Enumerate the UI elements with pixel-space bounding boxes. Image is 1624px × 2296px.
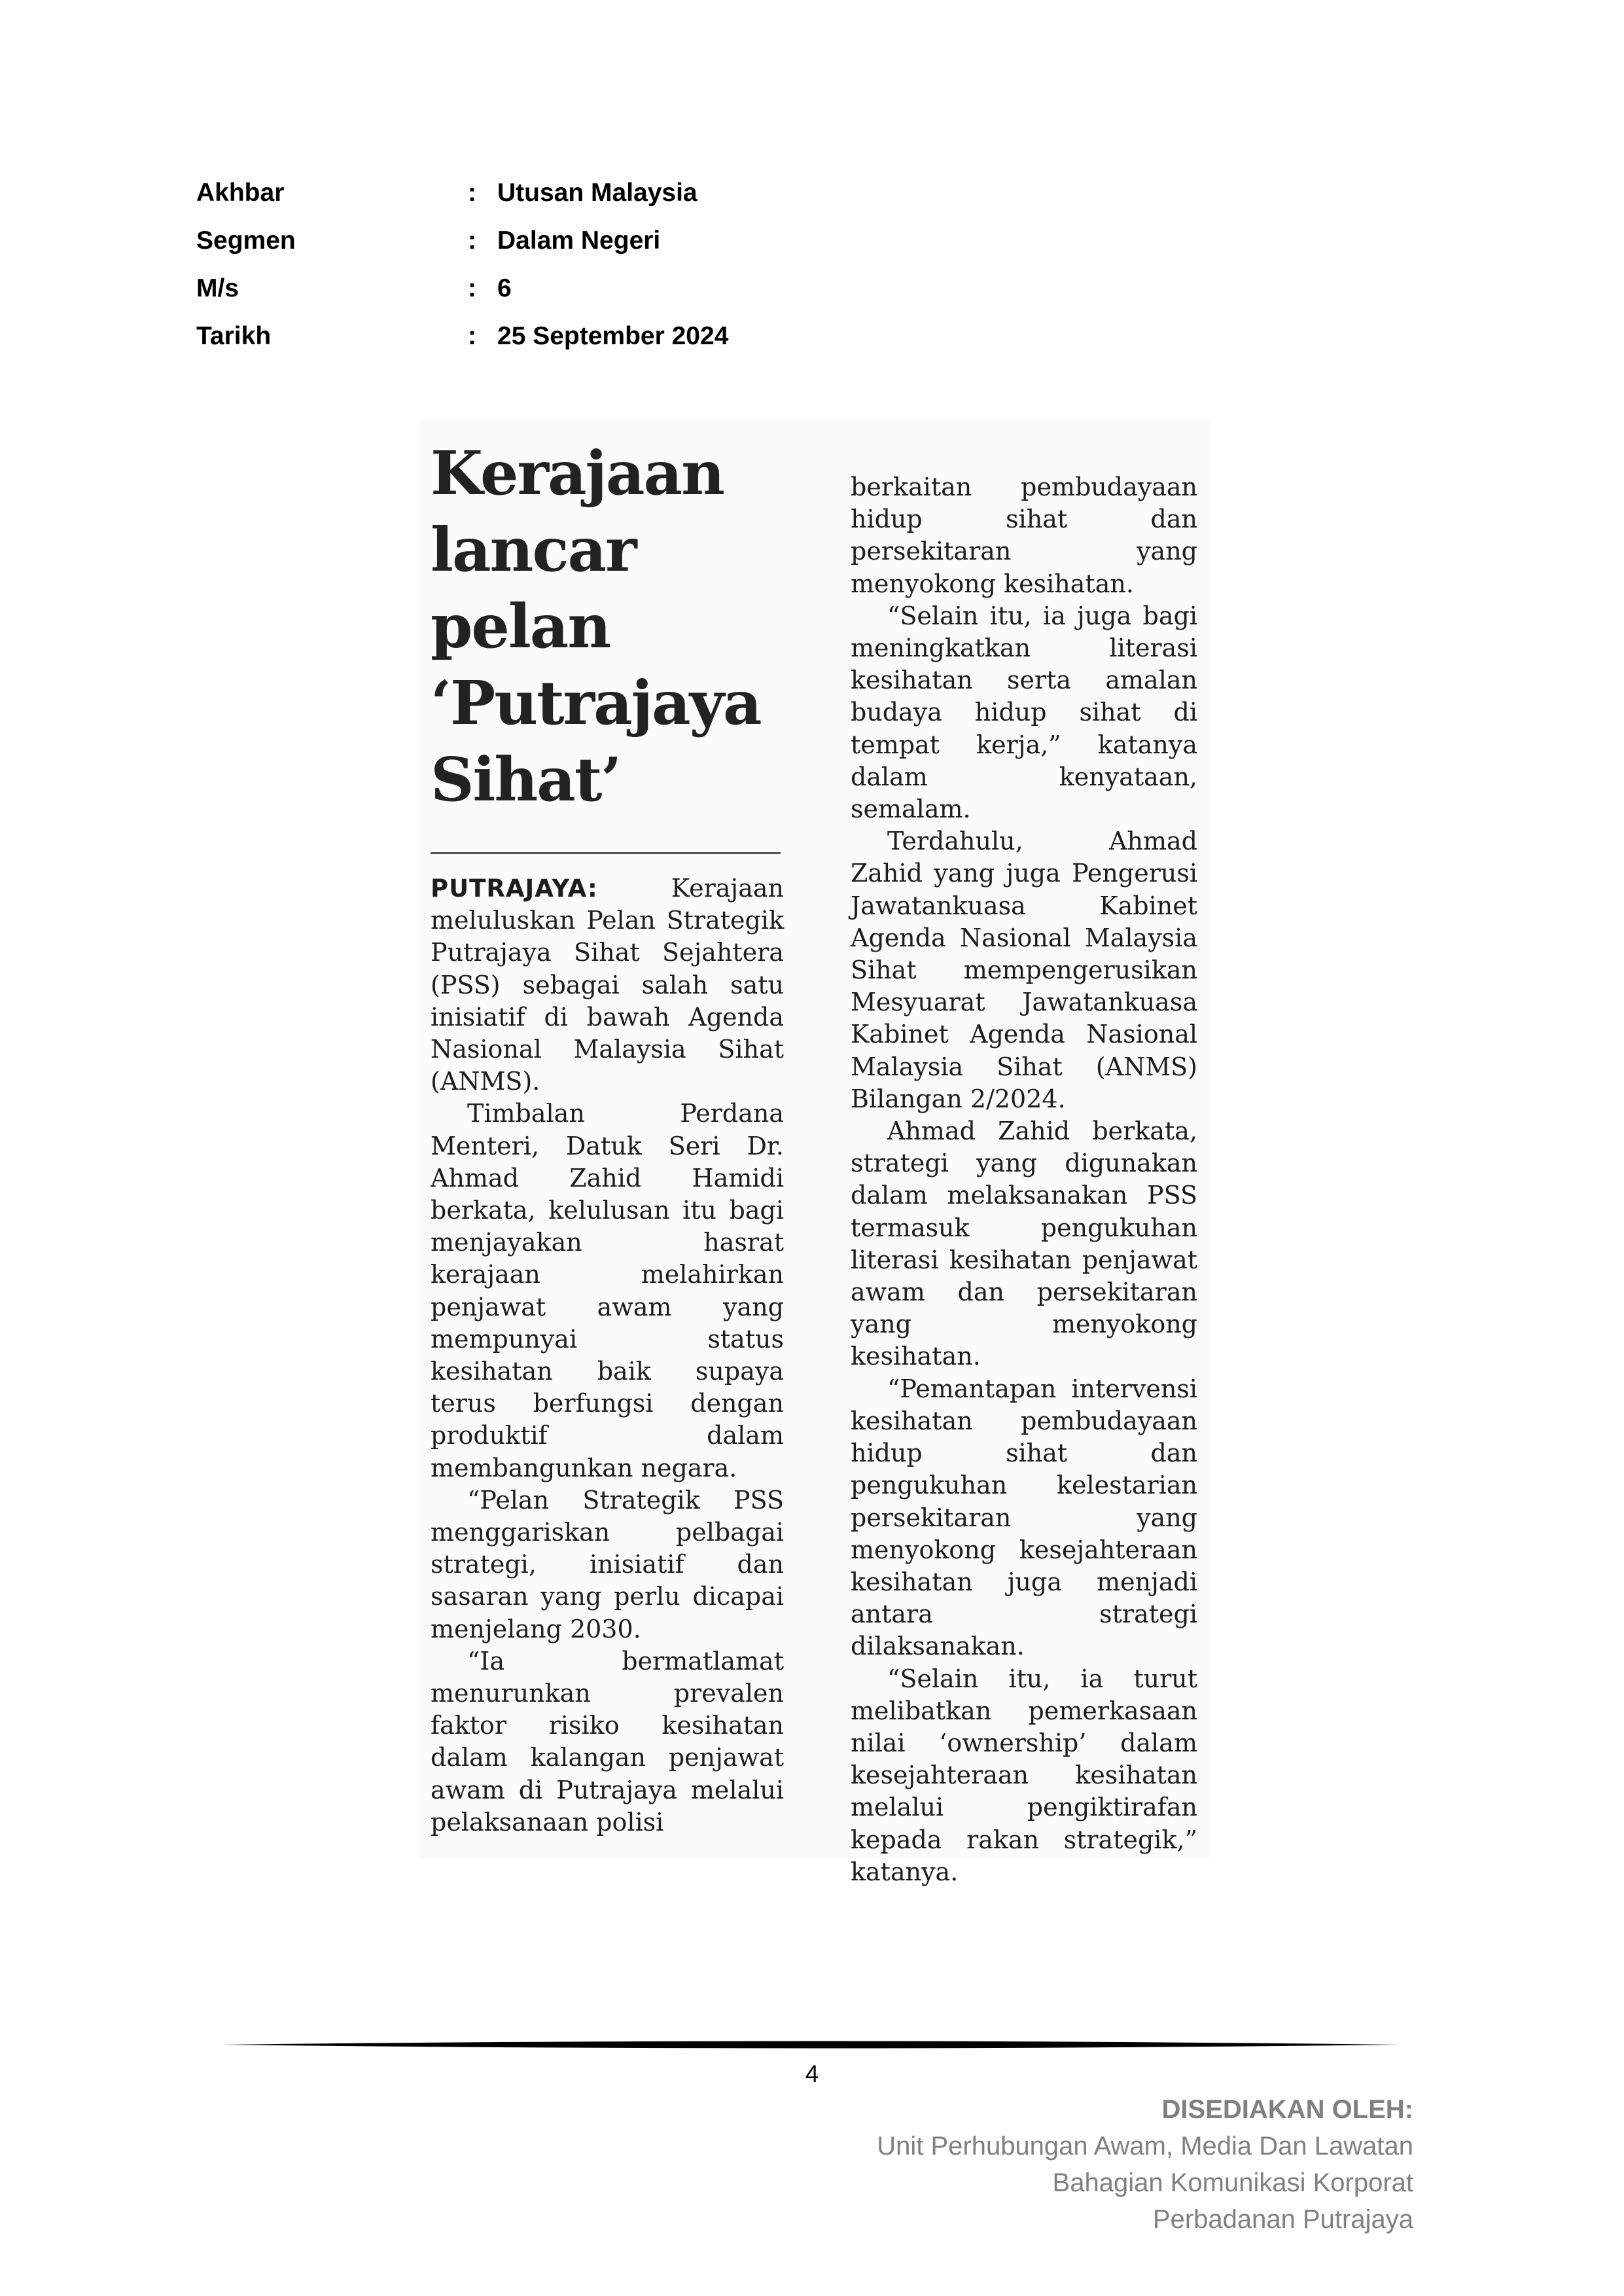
article-paragraph: “Ia bermatlamat menurunkan prevalen faktor risiko kesihatan dalam kalangan penjawat awam di Putrajaya melalui pelaksanaan polisi xyxy=(431,1646,784,1837)
headline-line: Kerajaan xyxy=(431,438,724,509)
headline-line: pelan xyxy=(431,591,610,662)
prepared-by-unit: Unit Perhubungan Awam, Media Dan Lawatan xyxy=(877,2132,1413,2161)
article-paragraph: “Pemantapan intervensi kesihatan pembudayaan hidup sihat dan pengukuhan kelestarian persekitaran yang menyokong kesejahteraan kesihatan juga menjadi antara strategi dilaksanakan. xyxy=(851,1374,1197,1661)
headline-divider xyxy=(431,852,781,854)
headline-line: lancar xyxy=(431,514,636,585)
article-paragraph: Ahmad Zahid berkata, strategi yang digunakan dalam melaksanakan PSS termasuk pengukuhan literasi kesihatan penjawat awam dan persekitaran yang menyokong kesihatan. xyxy=(851,1117,1197,1371)
article-body-right xyxy=(851,471,1197,1888)
clipping-left-column xyxy=(431,435,784,1839)
meta-label: Segmen xyxy=(196,226,296,255)
newspaper-clipping xyxy=(419,419,1210,1886)
meta-label: Akhbar xyxy=(196,178,285,207)
meta-value: 25 September 2024 xyxy=(497,321,729,350)
article-paragraph: “Pelan Strategik PSS menggariskan pelbagai strategi, inisiatif dan sasaran yang perlu dicapai menjelang 2030. xyxy=(431,1485,784,1643)
dateline: PUTRAJAYA: xyxy=(431,874,598,903)
footer-divider xyxy=(222,2039,1400,2051)
prepared-by-label: DISEDIAKAN OLEH: xyxy=(1161,2095,1413,2124)
article-paragraph: “Selain itu, ia turut melibatkan pemerkasaan nilai ‘ownership’ dalam kesejahteraan kesihatan melalui pengiktirafan kepada rakan strategik,” katanya. xyxy=(851,1664,1197,1886)
article-paragraph: Timbalan Perdana Menteri, Datuk Seri Dr. Ahmad Zahid Hamidi berkata, kelulusan itu bagi menjayakan hasrat kerajaan melahirkan penjawat awam yang mempunyai status kesihatan baik supaya terus berfungsi dengan produktif dalam membangunkan negara. xyxy=(431,1099,784,1482)
page-number: 4 xyxy=(805,2060,819,2087)
meta-value: Utusan Malaysia xyxy=(497,178,697,207)
meta-colon: : xyxy=(468,226,476,255)
prepared-by xyxy=(877,2091,1413,2238)
article-paragraph xyxy=(431,872,784,1098)
article-paragraph: “Selain itu, ia juga bagi meningkatkan literasi kesihatan serta amalan budaya hidup sihat di tempat kerja,” katanya dalam kenyataan, semalam. xyxy=(851,601,1197,824)
prepared-by-organization: Perbadanan Putrajaya xyxy=(1152,2205,1413,2234)
meta-value: 6 xyxy=(497,274,512,302)
metadata-table xyxy=(196,169,728,360)
meta-row-tarikh xyxy=(196,312,728,360)
meta-label: M/s xyxy=(196,274,239,302)
article-body-left xyxy=(431,872,784,1839)
headline-line: ‘Putrajaya xyxy=(431,668,761,738)
meta-colon: : xyxy=(468,321,476,350)
prepared-by-division: Bahagian Komunikasi Korporat xyxy=(1052,2168,1413,2197)
headline xyxy=(431,435,784,818)
meta-row-segmen xyxy=(196,217,728,264)
article-paragraph: berkaitan pembudayaan hidup sihat dan persekitaran yang menyokong kesihatan. xyxy=(851,473,1197,598)
paragraph-text: Kerajaan meluluskan Pelan Strategik Putrajaya Sihat Sejahtera (PSS) sebagai salah satu inisiatif di bawah Agenda Nasional Malaysia Sihat (ANMS). xyxy=(431,874,784,1096)
clipping-right-column xyxy=(851,471,1197,1888)
meta-row-ms xyxy=(196,264,728,312)
article-paragraph: Terdahulu, Ahmad Zahid yang juga Pengerusi Jawatankuasa Kabinet Agenda Nasional Malaysia Sihat mempengerusikan Mesyuarat Jawatankuasa Kabinet Agenda Nasional Malaysia Sihat (ANMS) Bilangan 2/2024. xyxy=(851,827,1197,1113)
meta-colon: : xyxy=(468,178,476,207)
meta-label: Tarikh xyxy=(196,321,272,350)
meta-value: Dalam Negeri xyxy=(497,226,661,255)
meta-colon: : xyxy=(468,274,476,302)
headline-line: Sihat’ xyxy=(431,744,621,815)
meta-row-akhbar xyxy=(196,169,728,217)
